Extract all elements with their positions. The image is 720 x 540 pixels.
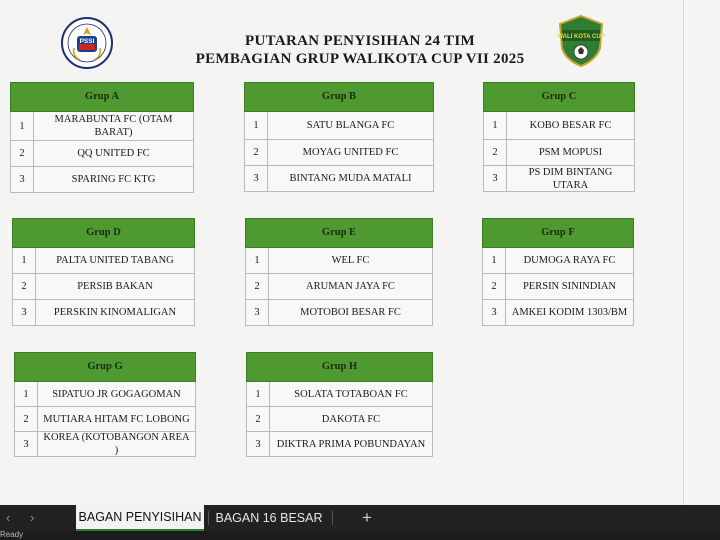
team-name: AMKEI KODIM 1303/BM — [511, 307, 628, 318]
row-number: 3 — [245, 166, 268, 191]
row-number: 3 — [483, 300, 506, 325]
group-c-table — [483, 82, 635, 192]
pssi-logo-text: PSSI — [79, 38, 95, 45]
status-text: Ready — [0, 531, 24, 539]
row-number: 3 — [247, 432, 270, 456]
group-h-table — [246, 352, 433, 457]
tab-divider — [208, 511, 209, 525]
team-name: MARABUNTA FC (OTAM BARAT) — [54, 114, 173, 138]
row-number: 1 — [247, 382, 270, 406]
row-number: 2 — [11, 141, 34, 166]
row-number: 2 — [245, 140, 268, 165]
team-name: WEL FC — [331, 255, 370, 266]
row-number: 1 — [11, 112, 34, 140]
table-row[interactable] — [14, 382, 196, 407]
tab-bagan-16-besar[interactable]: BAGAN 16 BESAR — [215, 511, 323, 525]
table-row[interactable] — [10, 167, 194, 193]
group-header[interactable]: Grup H — [246, 352, 433, 382]
group-d-table — [12, 218, 195, 326]
team-name: KOREA (KOTOBANGON AREA ) — [43, 432, 190, 456]
team-name: QQ UNITED FC — [77, 148, 150, 159]
group-f-table — [482, 218, 634, 326]
tab-bagan-penyisihan[interactable]: BAGAN PENYISIHAN — [76, 505, 204, 531]
table-row[interactable] — [10, 141, 194, 167]
table-row[interactable] — [245, 274, 433, 300]
row-number: 2 — [15, 407, 38, 431]
group-g-table — [14, 352, 196, 457]
team-name: PALTA UNITED TABANG — [56, 255, 174, 266]
tab-divider — [332, 511, 333, 525]
row-number: 1 — [13, 248, 36, 273]
row-number: 3 — [13, 300, 36, 325]
table-row[interactable] — [483, 166, 635, 192]
team-name: SATU BLANGA FC — [306, 120, 395, 131]
prev-sheet-arrow-icon[interactable]: ‹ — [6, 510, 11, 525]
group-header[interactable]: Grup E — [245, 218, 433, 248]
table-row[interactable] — [246, 432, 433, 457]
team-name: DIKTRA PRIMA POBUNDAYAN — [276, 438, 426, 450]
table-row[interactable] — [483, 140, 635, 166]
group-header[interactable]: Grup B — [244, 82, 434, 112]
table-row[interactable] — [482, 274, 634, 300]
table-row[interactable] — [244, 140, 434, 166]
table-row[interactable] — [244, 112, 434, 140]
table-row[interactable] — [14, 407, 196, 432]
sheet-tab-bar — [0, 505, 720, 531]
table-row[interactable] — [482, 248, 634, 274]
row-number: 2 — [247, 407, 270, 431]
add-sheet-icon[interactable]: + — [362, 508, 372, 527]
team-name: SPARING FC KTG — [71, 174, 156, 185]
row-number: 3 — [11, 167, 34, 192]
column-divider — [683, 0, 684, 505]
team-name: PSM MOPUSI — [538, 147, 603, 158]
table-row[interactable] — [483, 112, 635, 140]
page-subtitle: PEMBAGIAN GRUP WALIKOTA CUP VII 2025 — [195, 51, 525, 67]
group-header[interactable]: Grup C — [483, 82, 635, 112]
row-number: 1 — [484, 112, 507, 139]
row-number: 3 — [15, 432, 38, 456]
row-number: 1 — [15, 382, 38, 406]
team-name: PERSIN SININDIAN — [522, 281, 617, 292]
table-row[interactable] — [482, 300, 634, 326]
team-name: PERSKIN KINOMALIGAN — [53, 307, 177, 318]
team-name: PS DIM BINTANG UTARA — [528, 166, 613, 191]
table-row[interactable] — [246, 407, 433, 432]
table-row[interactable] — [12, 248, 195, 274]
team-name: DUMOGA RAYA FC — [523, 255, 616, 266]
next-sheet-arrow-icon[interactable]: › — [30, 510, 35, 525]
group-header[interactable]: Grup G — [14, 352, 196, 382]
table-row[interactable] — [245, 248, 433, 274]
row-number: 2 — [483, 274, 506, 299]
group-e-table — [245, 218, 433, 326]
row-number: 1 — [246, 248, 269, 273]
group-b-table — [244, 82, 434, 192]
group-header[interactable]: Grup A — [10, 82, 194, 112]
group-header[interactable]: Grup D — [12, 218, 195, 248]
status-bar — [0, 531, 720, 540]
team-name: BINTANG MUDA MATALI — [289, 173, 412, 184]
row-number: 1 — [245, 112, 268, 139]
row-number: 3 — [484, 166, 507, 191]
row-number: 2 — [484, 140, 507, 165]
row-number: 1 — [483, 248, 506, 273]
page-title: PUTARAN PENYISIHAN 24 TIM — [245, 33, 475, 49]
table-row[interactable] — [12, 300, 195, 326]
table-row[interactable] — [245, 300, 433, 326]
row-number: 2 — [13, 274, 36, 299]
team-name: KOBO BESAR FC — [529, 120, 612, 131]
team-name: PERSIB BAKAN — [77, 281, 153, 292]
team-name: DAKOTA FC — [321, 413, 381, 425]
group-header[interactable]: Grup F — [482, 218, 634, 248]
team-name: MOTOBOI BESAR FC — [300, 307, 401, 318]
table-row[interactable] — [10, 112, 194, 141]
table-row[interactable] — [244, 166, 434, 192]
row-number: 2 — [246, 274, 269, 299]
team-name: MOYAG UNITED FC — [302, 147, 399, 158]
table-row[interactable] — [12, 274, 195, 300]
table-row[interactable] — [14, 432, 196, 457]
table-row[interactable] — [246, 382, 433, 407]
team-name: ARUMAN JAYA FC — [306, 281, 395, 292]
row-number: 3 — [246, 300, 269, 325]
team-name: SIPATUO JR GOGAGOMAN — [52, 388, 181, 400]
team-name: SOLATA TOTABOAN FC — [294, 388, 408, 400]
group-a-table — [10, 82, 194, 193]
walikota-cup-logo-text: WALI KOTA CUP — [557, 34, 605, 40]
team-name: MUTIARA HITAM FC LOBONG — [43, 413, 190, 425]
